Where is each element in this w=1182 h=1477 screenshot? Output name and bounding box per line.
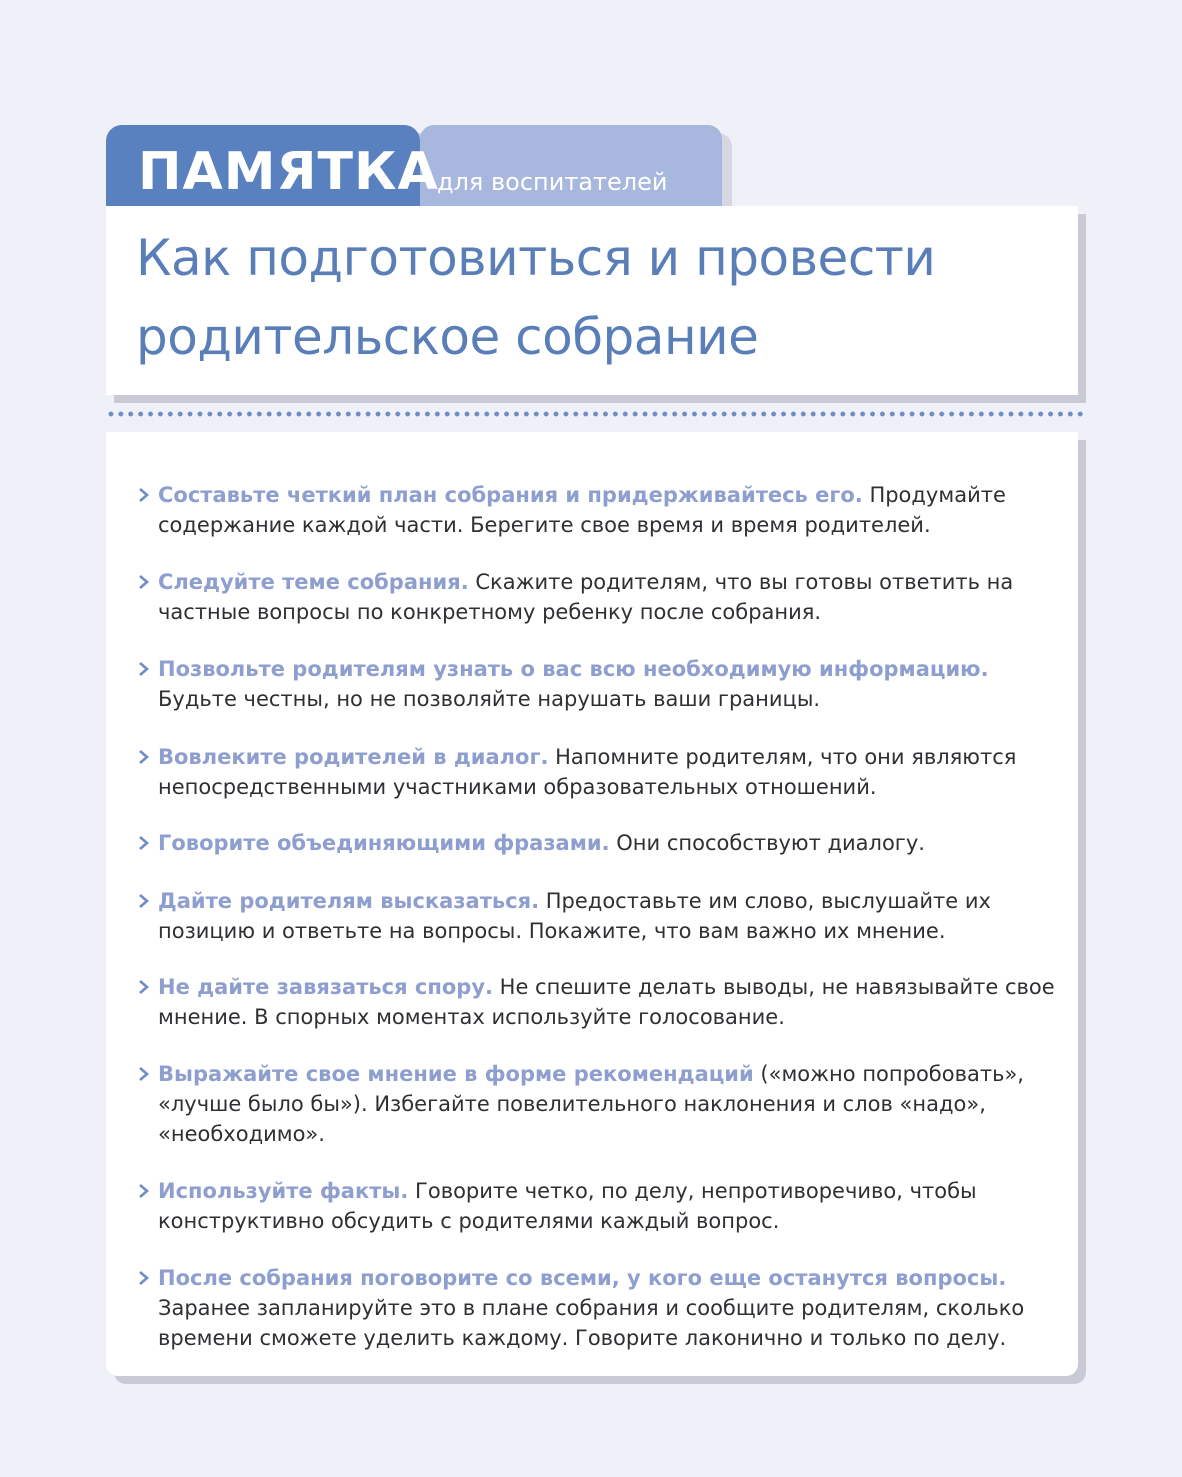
page-title-line-1: Как подготовиться и провести [136,229,936,287]
list-item-body: Предоставьте им слово, выслушайте их позицию и ответьте на вопросы. Покажите, что вам важно их мнение. [158,889,991,943]
list-item-text [158,1263,1063,1353]
chevron-right-icon [136,1066,152,1082]
list-item-lead: Выражайте свое мнение в форме рекомендаций [158,1062,754,1086]
list-item-body: Говорите четко, по делу, непротиворечиво, чтобы конструктивно обсудить с родителями каждый вопрос. [158,1179,977,1233]
list-item-body: («можно попробовать», «лучше было бы»). Избегайте повелительного наклонения и слов «надо», «необходимо». [158,1062,1024,1146]
list-item-lead: Используйте факты. [158,1179,409,1203]
list-item-text [158,480,1063,540]
list-item-body: Будьте честны, но не позволяйте нарушать ваши границы. [158,687,821,711]
chevron-right-icon [136,1270,152,1286]
list-item-lead: Не дайте завязаться спору. [158,975,493,999]
chevron-right-icon [136,1183,152,1199]
list-item-text [158,828,1063,858]
list-item-text [158,742,1063,802]
list-item-lead: Следуйте теме собрания. [158,570,469,594]
list-item-text [158,567,1063,627]
chevron-right-icon [136,749,152,765]
list-item-lead: Вовлеките родителей в диалог. [158,745,549,769]
list-item-lead: Составьте четкий план собрания и придерживайтесь его. [158,483,863,507]
list-item-text [158,1176,1063,1236]
chevron-right-icon [136,661,152,677]
list-item-lead: Говорите объединяющими фразами. [158,831,610,855]
list-item-body: Они способствуют диалогу. [609,831,925,855]
list-item-text [158,654,1063,714]
list-item-lead: После собрания поговорите со всеми, у кого еще останутся вопросы. [158,1266,1007,1290]
list-item-body: Скажите родителям, что вы готовы ответить на частные вопросы по конкретному ребенку после собрания. [158,570,1014,624]
chevron-right-icon [136,574,152,590]
list-item-text [158,886,1063,946]
subtitle-tab-label: для воспитателей [437,168,668,196]
list-item-body: Напомните родителям, что они являются непосредственными участниками образовательных отношений. [158,745,1017,799]
list-item-body: Заранее запланируйте это в плане собрания и сообщите родителям, сколько времени сможете уделить каждому. Говорите лаконично и только по делу. [158,1296,1025,1350]
chevron-right-icon [136,487,152,503]
list-item-body: Не спешите делать выводы, не навязывайте свое мнение. В спорных моментах используйте голосование. [158,975,1055,1029]
dotted-divider [106,410,1084,418]
chevron-right-icon [136,979,152,995]
list-item-body: Продумайте содержание каждой части. Берегите свое время и время родителей. [158,483,1006,537]
list-item-text [158,972,1063,1032]
list-item-text [158,1059,1063,1149]
chevron-right-icon [136,835,152,851]
page-title-line-2: родительское собрание [136,308,759,366]
list-item-lead: Дайте родителям высказаться. [158,889,540,913]
memo-tab-label: ПАМЯТКА [138,142,439,202]
list-item-lead: Позвольте родителям узнать о вас всю необходимую информацию. [158,657,989,681]
chevron-right-icon [136,893,152,909]
content-card [106,432,1078,1376]
